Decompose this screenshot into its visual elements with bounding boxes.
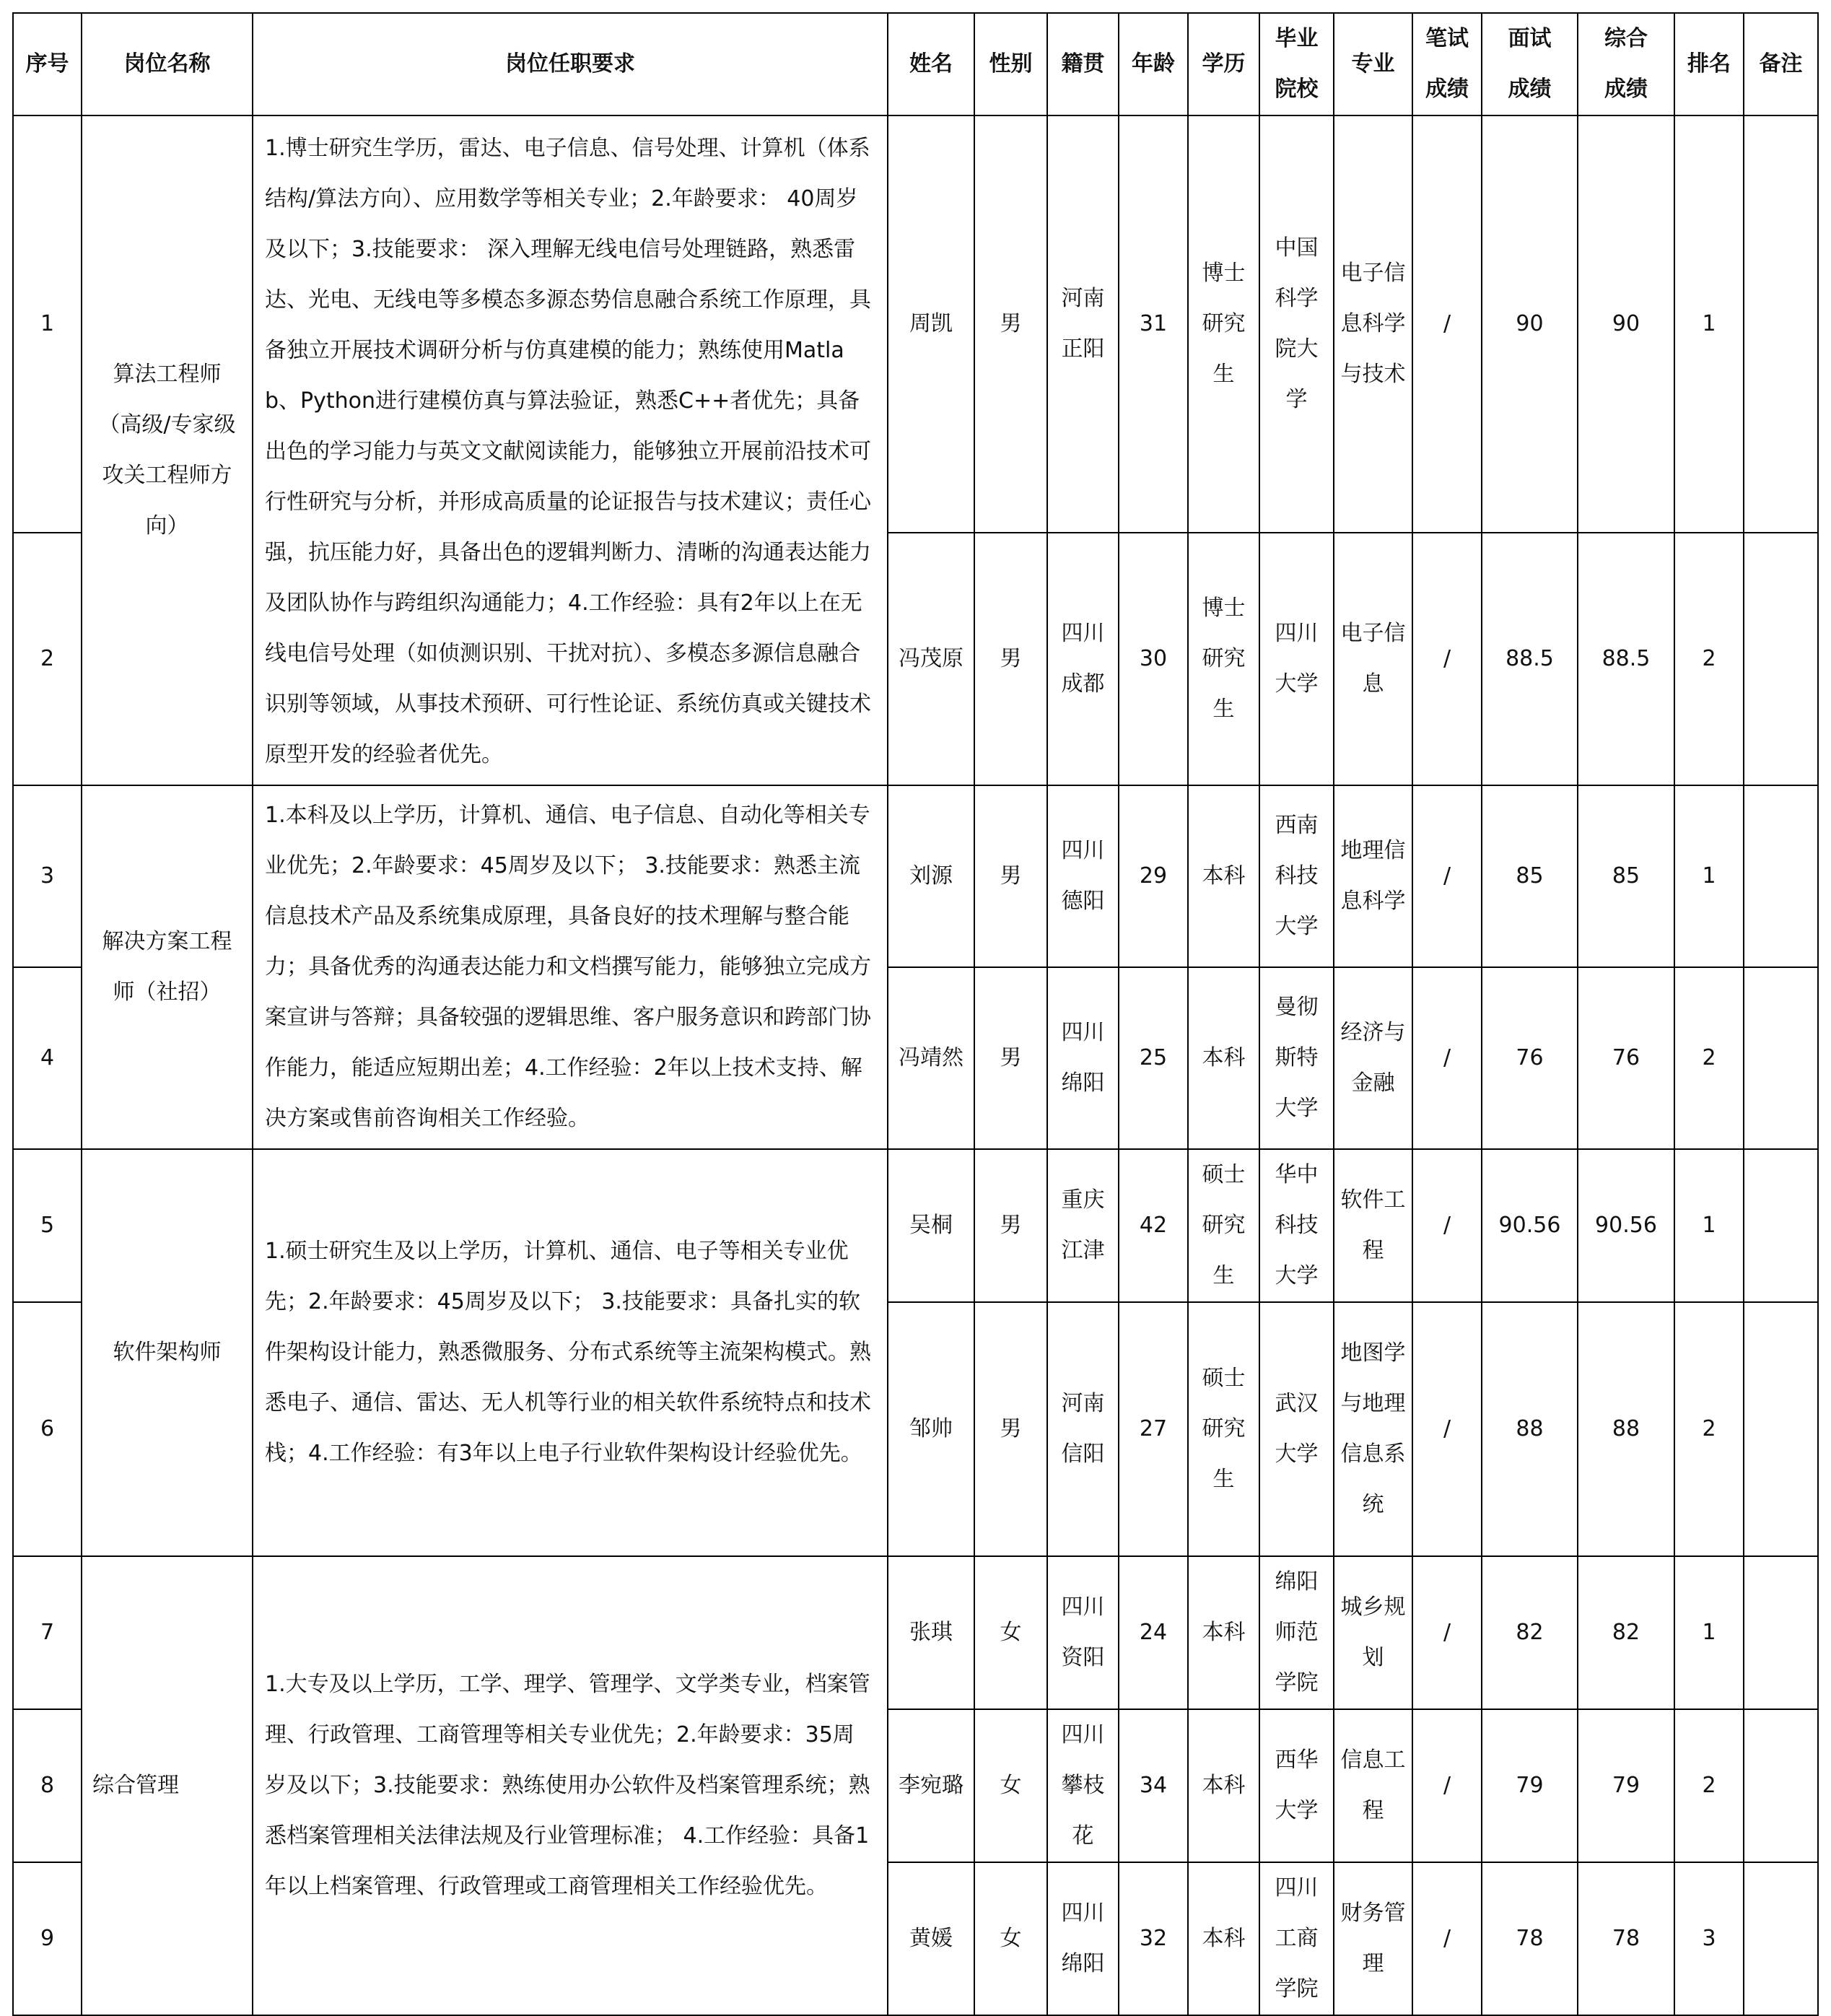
cell-written: / [1412,1862,1482,2015]
cell-age: 34 [1119,1709,1188,1862]
cell-age: 27 [1119,1302,1188,1556]
cell-rank: 2 [1674,967,1744,1149]
header-gender: 性别 [974,13,1047,115]
cell-total: 82 [1578,1556,1674,1709]
cell-interview: 76 [1482,967,1578,1149]
cell-school: 四川大学 [1259,533,1334,785]
cell-origin: 四川资阳 [1047,1556,1119,1709]
cell-remark [1744,967,1818,1149]
table-row [13,785,1818,967]
cell-origin: 四川绵阳 [1047,1862,1119,2015]
header-total-line1: 综合 [1604,26,1648,51]
cell-written: / [1412,1709,1482,1862]
header-origin: 籍贯 [1047,13,1119,115]
cell-name: 黄媛 [888,1862,974,2015]
position-title: 解决方案工程师（社招） [82,785,253,1149]
cell-total: 90 [1578,115,1674,533]
header-school-line2: 院校 [1275,77,1319,102]
cell-education: 本科 [1188,1862,1259,2015]
cell-total: 76 [1578,967,1674,1149]
cell-rank: 2 [1674,1709,1744,1862]
header-education: 学历 [1188,13,1259,115]
header-age: 年龄 [1119,13,1188,115]
cell-name: 张琪 [888,1556,974,1709]
table-row [13,1149,1818,1302]
cell-rank: 1 [1674,1149,1744,1302]
cell-education: 本科 [1188,785,1259,967]
cell-name: 周凯 [888,115,974,533]
cell-gender: 女 [974,1556,1047,1709]
results-sheet [12,12,1817,2002]
cell-education: 本科 [1188,1709,1259,1862]
cell-rank: 1 [1674,1556,1744,1709]
cell-interview: 88 [1482,1302,1578,1556]
cell-age: 25 [1119,967,1188,1149]
cell-no: 8 [13,1709,82,1862]
cell-remark [1744,533,1818,785]
cell-major: 地理信息科学 [1334,785,1412,967]
cell-major: 电子信息科学与技术 [1334,115,1412,533]
header-total [1578,13,1674,115]
cell-origin: 四川攀枝花 [1047,1709,1119,1862]
cell-education: 本科 [1188,1556,1259,1709]
cell-remark [1744,1709,1818,1862]
cell-gender: 女 [974,1709,1047,1862]
cell-rank: 2 [1674,1302,1744,1556]
cell-school: 曼彻斯特大学 [1259,967,1334,1149]
cell-written: / [1412,785,1482,967]
cell-origin: 四川绵阳 [1047,967,1119,1149]
cell-school: 武汉大学 [1259,1302,1334,1556]
cell-school: 西南科技大学 [1259,785,1334,967]
cell-remark [1744,1862,1818,2015]
cell-gender: 女 [974,1862,1047,2015]
cell-written: / [1412,967,1482,1149]
header-position: 岗位名称 [82,13,253,115]
cell-rank: 1 [1674,785,1744,967]
cell-major: 电子信息 [1334,533,1412,785]
cell-age: 24 [1119,1556,1188,1709]
cell-age: 29 [1119,785,1188,967]
position-title: 算法工程师（高级/专家级攻关工程师方向） [82,115,253,785]
cell-school: 华中科技大学 [1259,1149,1334,1302]
cell-total: 85 [1578,785,1674,967]
cell-remark [1744,115,1818,533]
cell-gender: 男 [974,1302,1047,1556]
cell-name: 吴桐 [888,1149,974,1302]
position-requirements: 1.博士研究生学历，雷达、电子信息、信号处理、计算机（体系结构/算法方向）、应用数学等相关专业；2.年龄要求： 40周岁及以下；3.技能要求： 深入理解无线电信号处理链路，熟悉雷达、光电、无线电等多模态多源态势信息融合系统工作原理，具备独立开展技术调研分析与仿真建模的能力；熟练使用Matlab、Python进行建模仿真与算法验证，熟悉C++者优先；具备出色的学习能力与英文文献阅读能力，能够独立开展前沿技术可行性研究与分析，并形成高质量的论证报告与技术建议；责任心强，抗压能力好，具备出色的逻辑判断力、清晰的沟通表达能力及团队协作与跨组织沟通能力；4.工作经验：具有2年以上在无线电信号处理（如侦测识别、干扰对抗）、多模态多源信息融合识别等领域，从事技术预研、可行性论证、系统仿真或关键技术原型开发的经验者优先。 [253,115,888,785]
cell-total: 90.56 [1578,1149,1674,1302]
table-row [13,115,1818,533]
cell-remark [1744,1556,1818,1709]
cell-total: 88 [1578,1302,1674,1556]
header-total-line2: 成绩 [1604,77,1648,102]
header-remark: 备注 [1744,13,1818,115]
cell-gender: 男 [974,115,1047,533]
cell-written: / [1412,1556,1482,1709]
cell-interview: 79 [1482,1709,1578,1862]
cell-total: 78 [1578,1862,1674,2015]
header-row [13,13,1818,115]
cell-remark [1744,785,1818,967]
header-school-line1: 毕业 [1275,26,1319,51]
cell-remark [1744,1302,1818,1556]
position-requirements: 1.大专及以上学历，工学、理学、管理学、文学类专业，档案管理、行政管理、工商管理等相关专业优先；2.年龄要求：35周岁及以下；3.技能要求：熟练使用办公软件及档案管理系统；熟悉档案管理相关法律法规及行业管理标准； 4.工作经验：具备1年以上档案管理、行政管理或工商管理相关工作经验优先。 [253,1556,888,2015]
cell-origin: 河南正阳 [1047,115,1119,533]
header-no: 序号 [13,13,82,115]
cell-education: 硕士研究生 [1188,1149,1259,1302]
cell-school: 四川工商学院 [1259,1862,1334,2015]
header-written-line1: 笔试 [1425,26,1469,51]
cell-age: 42 [1119,1149,1188,1302]
cell-no: 4 [13,967,82,1149]
cell-interview: 78 [1482,1862,1578,2015]
cell-no: 6 [13,1302,82,1556]
position-title: 软件架构师 [82,1149,253,1556]
header-written-line2: 成绩 [1425,77,1469,102]
header-interview [1482,13,1578,115]
cell-gender: 男 [974,1149,1047,1302]
cell-name: 冯靖然 [888,967,974,1149]
cell-name: 冯茂原 [888,533,974,785]
cell-education: 硕士研究生 [1188,1302,1259,1556]
cell-age: 31 [1119,115,1188,533]
cell-education: 本科 [1188,967,1259,1149]
cell-written: / [1412,1302,1482,1556]
cell-total: 88.5 [1578,533,1674,785]
cell-gender: 男 [974,967,1047,1149]
header-major: 专业 [1334,13,1412,115]
cell-major: 财务管理 [1334,1862,1412,2015]
table-row [13,1556,1818,1709]
cell-remark [1744,1149,1818,1302]
cell-name: 刘源 [888,785,974,967]
cell-interview: 82 [1482,1556,1578,1709]
cell-interview: 90 [1482,115,1578,533]
cell-name: 李宛璐 [888,1709,974,1862]
cell-education: 博士研究生 [1188,115,1259,533]
cell-education: 博士研究生 [1188,533,1259,785]
position-title: 综合管理 [82,1556,253,2015]
cell-total: 79 [1578,1709,1674,1862]
cell-school: 西华大学 [1259,1709,1334,1862]
cell-name: 邹帅 [888,1302,974,1556]
cell-major: 经济与金融 [1334,967,1412,1149]
position-requirements: 1.硕士研究生及以上学历，计算机、通信、电子等相关专业优先；2.年龄要求：45周岁及以下； 3.技能要求：具备扎实的软件架构设计能力，熟悉微服务、分布式系统等主流架构模式。熟悉电子、通信、雷达、无人机等行业的相关软件系统特点和技术栈；4.工作经验：有3年以上电子行业软件架构设计经验优先。 [253,1149,888,1556]
results-table [12,12,1819,2016]
cell-gender: 男 [974,785,1047,967]
cell-gender: 男 [974,533,1047,785]
cell-rank: 3 [1674,1862,1744,2015]
cell-age: 30 [1119,533,1188,785]
position-requirements: 1.本科及以上学历，计算机、通信、电子信息、自动化等相关专业优先；2.年龄要求：45周岁及以下； 3.技能要求：熟悉主流信息技术产品及系统集成原理，具备良好的技术理解与整合能力；具备优秀的沟通表达能力和文档撰写能力，能够独立完成方案宣讲与答辩；具备较强的逻辑思维、客户服务意识和跨部门协作能力，能适应短期出差；4.工作经验：2年以上技术支持、解决方案或售前咨询相关工作经验。 [253,785,888,1149]
header-requirements: 岗位任职要求 [253,13,888,115]
cell-interview: 88.5 [1482,533,1578,785]
cell-school: 中国科学院大学 [1259,115,1334,533]
cell-age: 32 [1119,1862,1188,2015]
cell-origin: 四川德阳 [1047,785,1119,967]
cell-no: 2 [13,533,82,785]
cell-no: 3 [13,785,82,967]
header-rank: 排名 [1674,13,1744,115]
cell-no: 1 [13,115,82,533]
cell-school: 绵阳师范学院 [1259,1556,1334,1709]
cell-rank: 1 [1674,115,1744,533]
cell-no: 7 [13,1556,82,1709]
cell-origin: 河南信阳 [1047,1302,1119,1556]
cell-written: / [1412,533,1482,785]
header-school [1259,13,1334,115]
cell-interview: 90.56 [1482,1149,1578,1302]
header-written [1412,13,1482,115]
cell-major: 软件工程 [1334,1149,1412,1302]
cell-interview: 85 [1482,785,1578,967]
cell-no: 5 [13,1149,82,1302]
header-name: 姓名 [888,13,974,115]
cell-origin: 重庆江津 [1047,1149,1119,1302]
cell-major: 地图学与地理信息系统 [1334,1302,1412,1556]
cell-major: 城乡规划 [1334,1556,1412,1709]
cell-written: / [1412,115,1482,533]
cell-no: 9 [13,1862,82,2015]
header-interview-line2: 成绩 [1508,77,1552,102]
header-interview-line1: 面试 [1508,26,1552,51]
cell-origin: 四川成都 [1047,533,1119,785]
cell-rank: 2 [1674,533,1744,785]
cell-major: 信息工程 [1334,1709,1412,1862]
cell-written: / [1412,1149,1482,1302]
